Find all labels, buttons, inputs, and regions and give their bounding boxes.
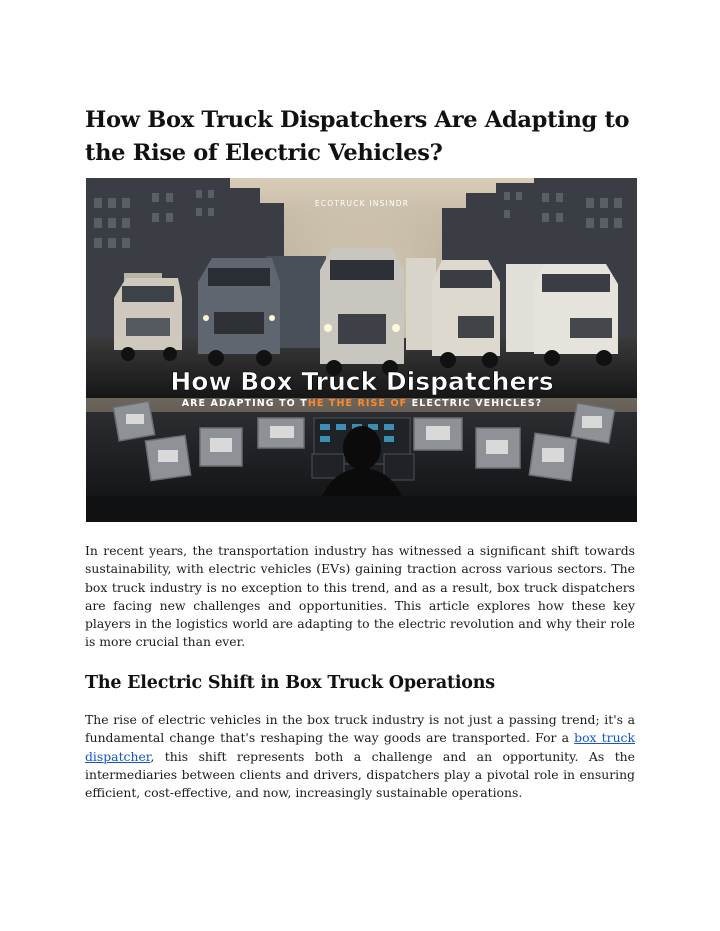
section-paragraph — [85, 711, 635, 802]
intro-paragraph: In recent years, the transportation industry has witnessed a significant shift towards sustainability, with electric vehicles (EVs) gaining traction across various sectors. The box truck industry is no exception to this trend, and as a result, box truck dispatchers are facing new challenges and opportunities. This article explores how these key players in the logistics world are adapting to the electric revolution and why their role is more crucial than ever. — [85, 543, 635, 650]
box-truck-dispatcher-link[interactable]: box truck dispatcher — [85, 730, 635, 764]
section-heading: The Electric Shift in Box Truck Operations — [85, 673, 495, 693]
page-title: How Box Truck Dispatchers Are Adapting to the Rise of Electric Vehicles? — [85, 107, 630, 166]
section-text-before-link: The rise of electric vehicles in the box truck industry is not just a passing trend; it's a fundamental change that's reshaping the way goods are transported. For a — [85, 712, 635, 746]
hero-headline: How Box Truck Dispatchers — [170, 367, 554, 396]
hero-brand-text: ECOTRUCK INSINDR — [314, 199, 410, 208]
hero-subline: ARE ADAPTING TO THE THE RISE OF ELECTRIC VEHICLES? — [181, 398, 543, 409]
section-text-after-link: , this shift represents both a challenge and an opportunity. As the intermediaries between clients and drivers, dispatchers play a pivotal role in ensuring efficient, cost-effective, and now, increasingly sustainable operations. — [85, 748, 635, 801]
hero-image — [86, 178, 637, 522]
